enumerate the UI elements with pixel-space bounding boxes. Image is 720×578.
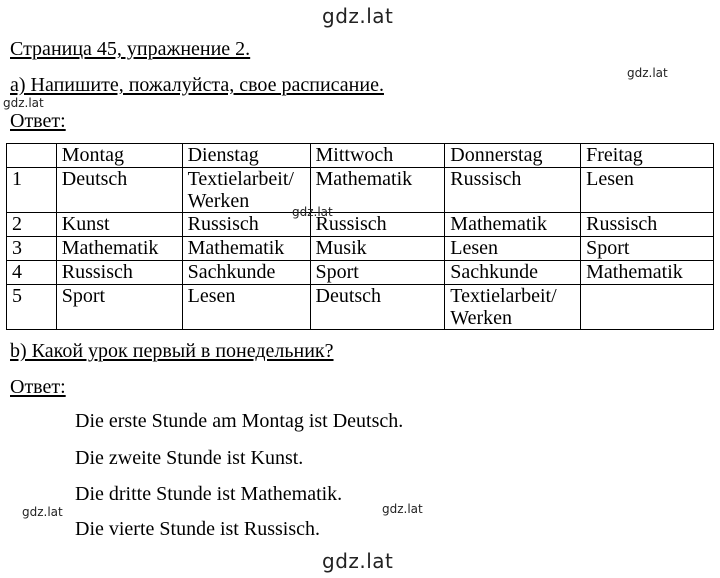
table-cell: Sport	[581, 237, 714, 261]
table-cell: Mathematik	[445, 213, 581, 237]
table-cell: Russisch	[56, 261, 182, 285]
table-cell: Deutsch	[56, 168, 182, 213]
table-cell: Textielarbeit/ Werken	[445, 285, 581, 330]
page-title: Страница 45, упражнение 2.	[10, 38, 251, 60]
table-cell: Musik	[310, 237, 445, 261]
table-cell: Deutsch	[310, 285, 445, 330]
table-cell: Lesen	[182, 285, 310, 330]
table-header-row	[7, 144, 714, 168]
header-cell	[7, 144, 57, 168]
table-row	[7, 261, 714, 285]
answer-b-label: Ответ:	[10, 376, 66, 398]
table-cell	[581, 285, 714, 330]
watermark: gdz.lat	[292, 205, 333, 219]
table-cell: Sport	[310, 261, 445, 285]
header-cell-montag: Montag	[56, 144, 182, 168]
answer-line: Die zweite Stunde ist Kunst.	[75, 447, 304, 469]
table-cell: Russisch	[581, 213, 714, 237]
table-cell: Mathematik	[581, 261, 714, 285]
header-cell-freitag: Freitag	[581, 144, 714, 168]
table-row	[7, 285, 714, 330]
table-cell: Mathematik	[310, 168, 445, 213]
table-cell: Russisch	[445, 168, 581, 213]
watermark: gdz.lat	[627, 66, 668, 80]
table-cell: Mathematik	[182, 237, 310, 261]
watermark: gdz.lat	[322, 549, 394, 573]
table-cell: Kunst	[56, 213, 182, 237]
table-row	[7, 213, 714, 237]
lesson-number-cell: 1	[7, 168, 57, 213]
answer-line: Die dritte Stunde ist Mathematik.	[75, 483, 343, 505]
table-cell: Lesen	[581, 168, 714, 213]
table-cell: Textielarbeit/ Werken	[182, 168, 310, 213]
watermark: gdz.lat	[3, 96, 44, 110]
task-a-heading: a) Напишите, пожалуйста, свое расписание.	[10, 74, 384, 96]
answer-line: Die vierte Stunde ist Russisch.	[75, 518, 320, 540]
lesson-number-cell: 5	[7, 285, 57, 330]
table-row	[7, 168, 714, 213]
answer-line: Die erste Stunde am Montag ist Deutsch.	[75, 410, 404, 432]
watermark: gdz.lat	[322, 4, 394, 28]
header-cell-donnerstag: Donnerstag	[445, 144, 581, 168]
watermark: gdz.lat	[22, 505, 63, 519]
lesson-number-cell: 4	[7, 261, 57, 285]
table-cell: Russisch	[182, 213, 310, 237]
table-cell: Russisch	[310, 213, 445, 237]
table-cell: Sachkunde	[445, 261, 581, 285]
schedule-table	[6, 143, 714, 330]
task-b-question: b) Какой урок первый в понедельник?	[10, 340, 334, 362]
table-row	[7, 237, 714, 261]
header-cell-mittwoch: Mittwoch	[310, 144, 445, 168]
table-cell: Sport	[56, 285, 182, 330]
answer-a-label: Ответ:	[10, 110, 66, 132]
table-cell: Lesen	[445, 237, 581, 261]
watermark: gdz.lat	[382, 502, 423, 516]
table-cell: Sachkunde	[182, 261, 310, 285]
lesson-number-cell: 3	[7, 237, 57, 261]
header-cell-dienstag: Dienstag	[182, 144, 310, 168]
lesson-number-cell: 2	[7, 213, 57, 237]
table-cell: Mathematik	[56, 237, 182, 261]
